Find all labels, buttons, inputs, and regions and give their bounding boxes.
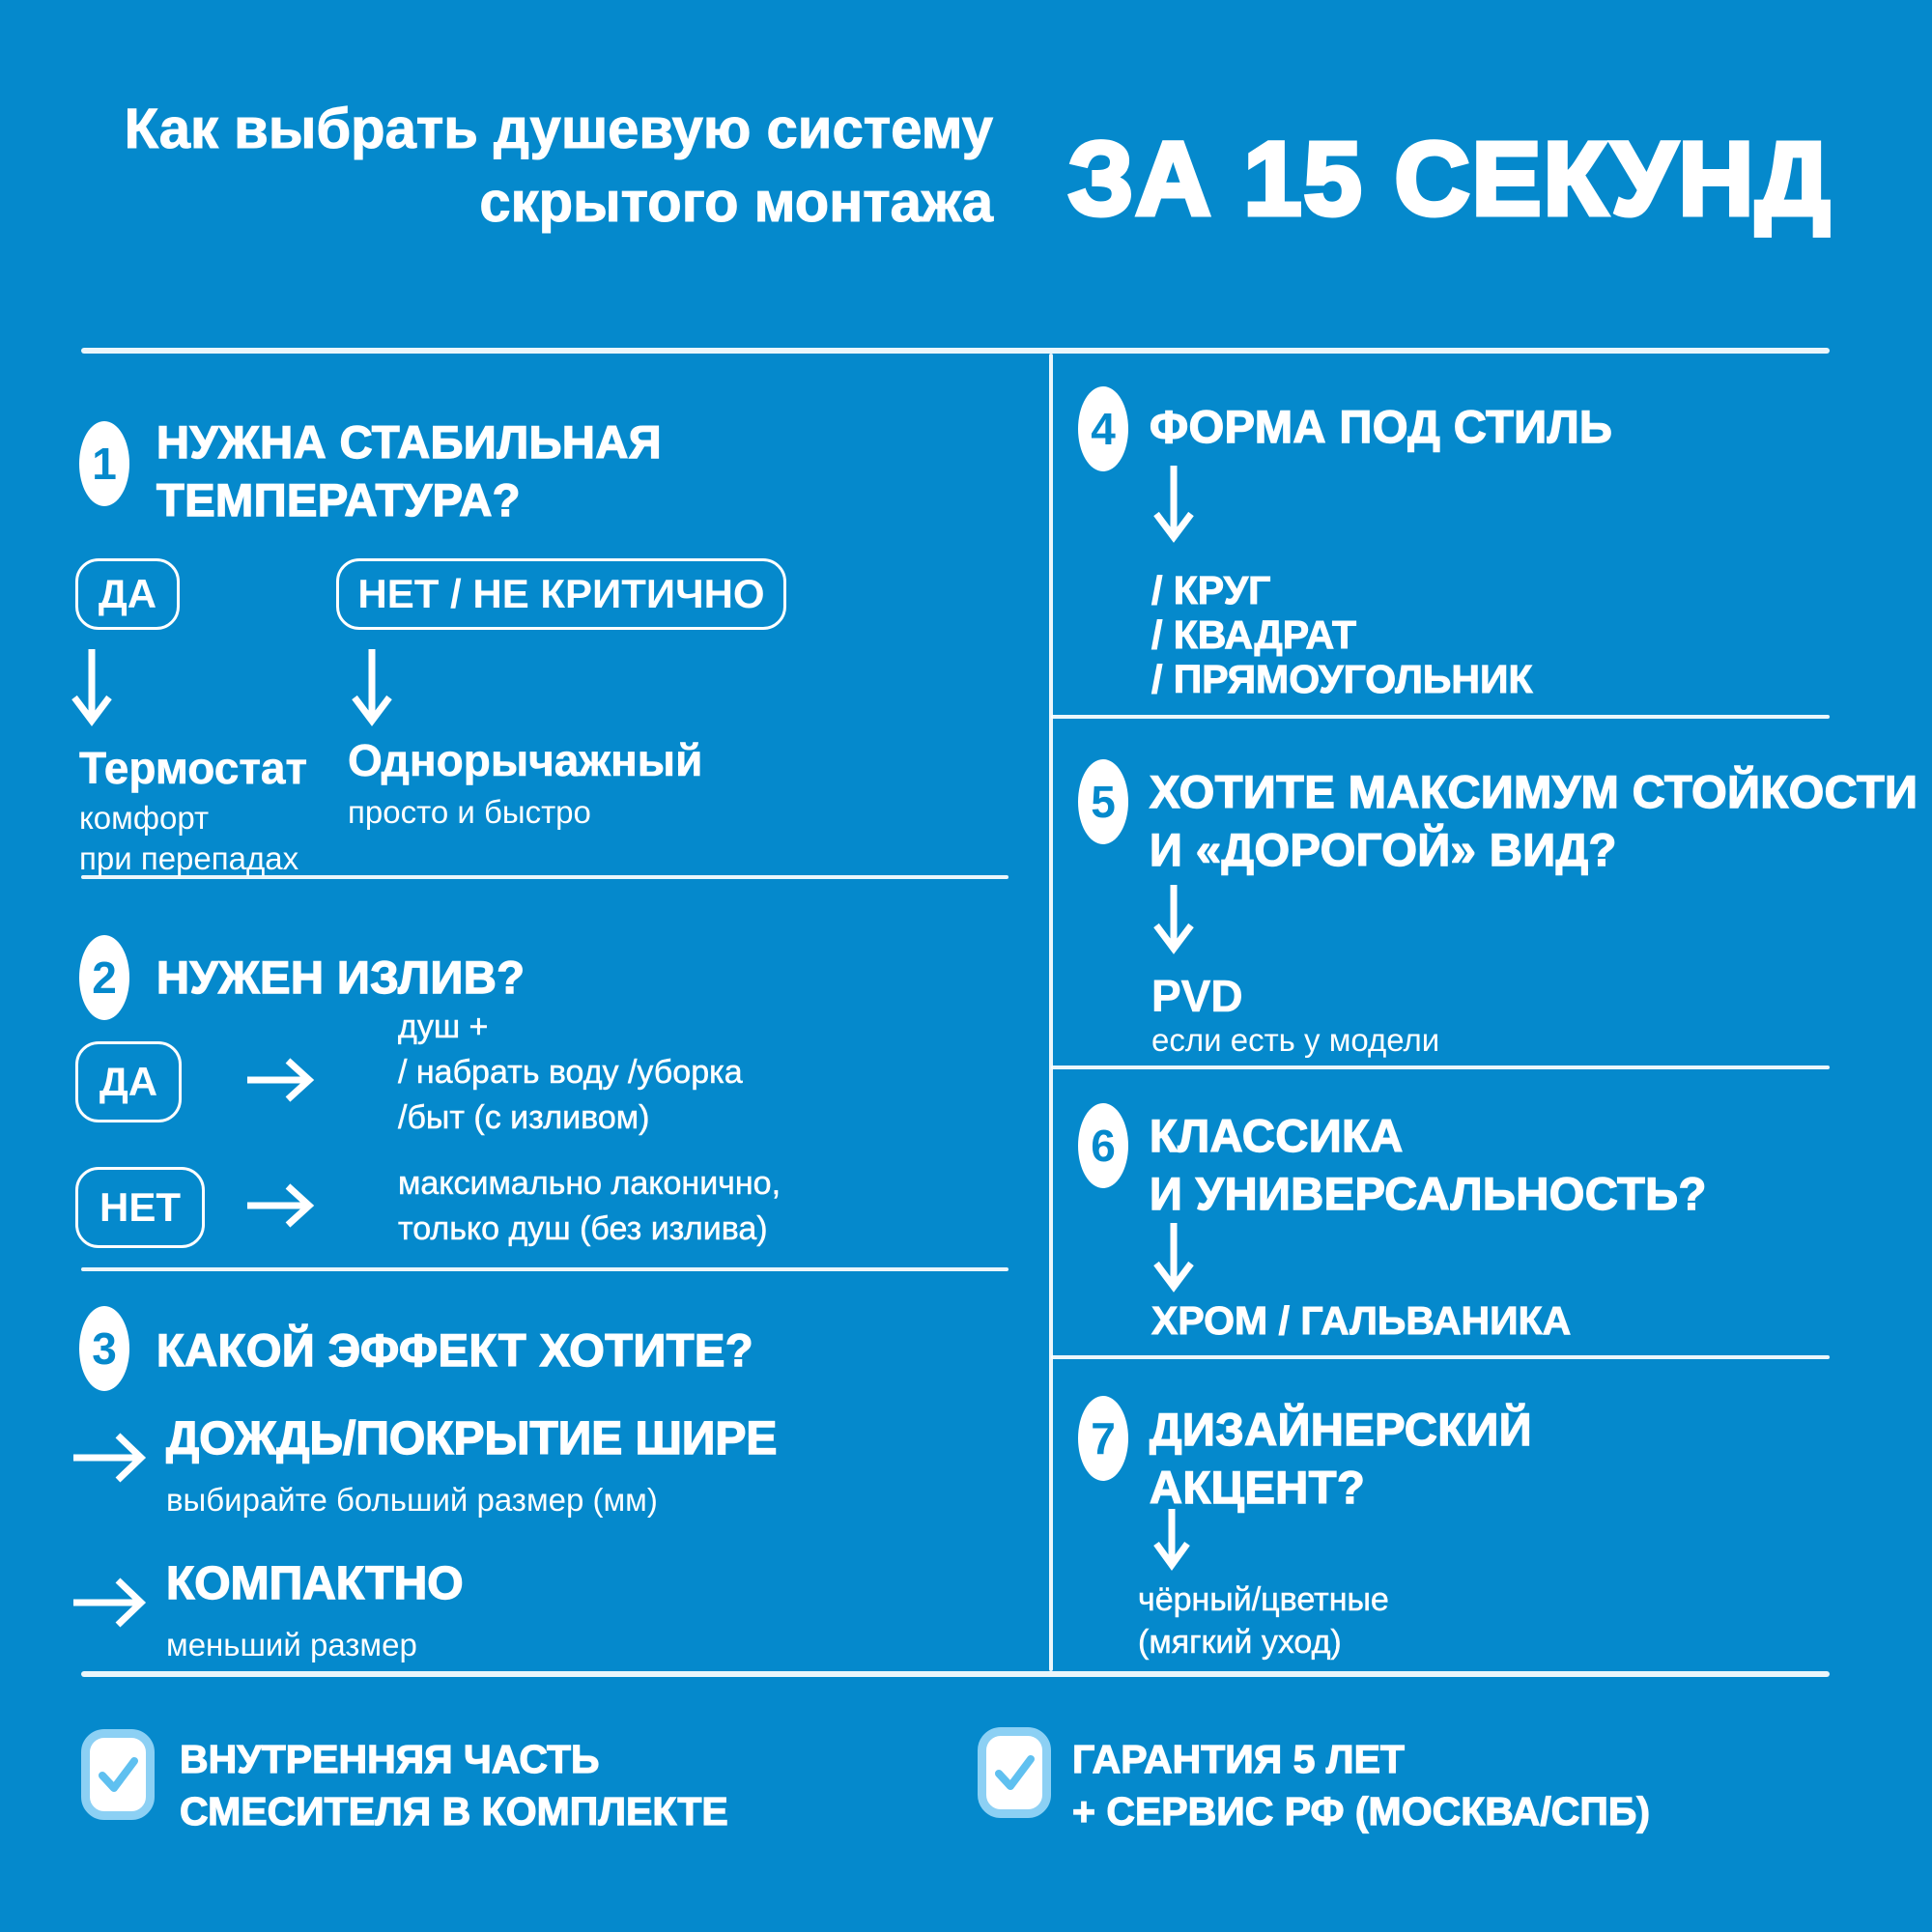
step-3-option1-title: ДОЖДЬ/ПОКРЫТИЕ ШИРЕ xyxy=(166,1413,778,1464)
checkmark-icon xyxy=(989,1747,1039,1798)
step-7-title-line2: АКЦЕНТ? xyxy=(1150,1462,1366,1513)
step-3-option1-note: выбирайте больший размер (мм) xyxy=(166,1482,658,1518)
step-4-option-2: / КВАДРАТ xyxy=(1151,612,1357,657)
step-1-number: 1 xyxy=(92,439,117,489)
step-1-title-line2: ТЕМПЕРАТУРА? xyxy=(156,474,521,526)
page-title xyxy=(87,93,993,240)
step-1-yes-result: Термостат xyxy=(79,743,308,793)
step-6-badge xyxy=(1078,1103,1128,1188)
step-4-options xyxy=(1151,568,1533,701)
step-5-note: если есть у модели xyxy=(1151,1022,1440,1058)
step-7-badge xyxy=(1078,1396,1128,1481)
right-divider-1 xyxy=(1051,715,1830,719)
step-7-title xyxy=(1150,1401,1532,1517)
step-1-yes-note xyxy=(79,798,298,879)
down-arrow-icon xyxy=(70,645,114,738)
step-2-no-text-line2: только душ (без излива) xyxy=(398,1210,768,1247)
step-1-title xyxy=(156,413,662,529)
step-2-no-label: НЕТ xyxy=(99,1184,181,1230)
down-arrow-icon xyxy=(1151,462,1196,554)
top-divider xyxy=(81,348,1830,354)
checkbox-checked-icon xyxy=(81,1729,155,1820)
step-2-yes-text-line2: / набрать воду /уборка xyxy=(398,1054,743,1091)
step-2-no-text xyxy=(398,1161,781,1252)
right-arrow-icon xyxy=(70,1573,162,1633)
step-7-number: 7 xyxy=(1091,1413,1116,1463)
step-5-title-line2: И «ДОРОГОЙ» ВИД? xyxy=(1150,824,1617,875)
step-6-title-line1: КЛАССИКА xyxy=(1150,1110,1404,1161)
step-5-badge xyxy=(1078,759,1128,844)
step-7-result xyxy=(1138,1578,1389,1663)
step-6-title xyxy=(1150,1107,1707,1223)
footer-benefit-1-line1: ВНУТРЕННЯЯ ЧАСТЬ xyxy=(180,1737,600,1781)
footer-benefit-1 xyxy=(180,1733,728,1837)
bottom-divider xyxy=(81,1671,1830,1677)
step-3-option2-note: меньший размер xyxy=(166,1627,417,1662)
page-title-line2: скрытого монтажа xyxy=(479,171,993,234)
step-1-yes-note-line2: при перепадах xyxy=(79,840,299,876)
step-6-title-line2: И УНИВЕРСАЛЬНОСТЬ? xyxy=(1150,1168,1707,1219)
step-2-no-pill xyxy=(75,1167,205,1248)
headline-highlight: ЗА 15 СЕКУНД xyxy=(1067,120,1833,237)
step-1-yes-note-line1: комфорт xyxy=(79,800,210,836)
step-1-title-line1: НУЖНА СТАБИЛЬНАЯ xyxy=(156,416,663,468)
right-arrow-icon xyxy=(243,1180,328,1231)
right-arrow-icon xyxy=(70,1428,162,1488)
step-1-no-label: НЕТ / НЕ КРИТИЧНО xyxy=(357,571,765,616)
step-7-title-line1: ДИЗАЙНЕРСКИЙ xyxy=(1150,1404,1533,1455)
right-divider-3 xyxy=(1051,1355,1830,1359)
step-3-option2-title: КОМПАКТНО xyxy=(166,1558,464,1609)
step-2-no-text-line1: максимально лаконично, xyxy=(398,1165,781,1202)
down-arrow-icon xyxy=(350,645,394,738)
step-7-result-line1: чёрный/цветные xyxy=(1138,1581,1389,1618)
step-6-number: 6 xyxy=(1091,1121,1116,1171)
step-3-badge xyxy=(79,1306,129,1391)
step-5-result: PVD xyxy=(1151,971,1243,1021)
step-2-yes-text xyxy=(398,1005,743,1141)
footer-benefit-2-line2: + СЕРВИС РФ (МОСКВА/СПБ) xyxy=(1072,1789,1651,1833)
step-2-yes-text-line1: душ + xyxy=(398,1009,489,1045)
step-4-badge xyxy=(1078,386,1128,471)
down-arrow-icon xyxy=(1151,881,1196,964)
step-1-yes-label: ДА xyxy=(98,571,157,616)
step-1-no-result: Однорычажный xyxy=(348,735,703,785)
column-divider xyxy=(1049,354,1053,1671)
step-2-yes-pill xyxy=(75,1041,182,1122)
checkmark-icon xyxy=(93,1749,143,1800)
step-5-title-line1: ХОТИТЕ МАКСИМУМ СТОЙКОСТИ xyxy=(1150,766,1918,817)
step-3-number: 3 xyxy=(92,1323,117,1374)
step-1-yes-pill xyxy=(75,558,180,630)
down-arrow-icon xyxy=(1151,1219,1196,1302)
step-4-option-1: / КРУГ xyxy=(1151,568,1271,612)
footer-benefit-2-line1: ГАРАНТИЯ 5 ЛЕТ xyxy=(1072,1737,1405,1781)
step-3-title: КАКОЙ ЭФФЕКТ ХОТИТЕ? xyxy=(156,1324,754,1376)
step-5-number: 5 xyxy=(1091,777,1116,827)
footer-benefit-2 xyxy=(1072,1733,1650,1837)
step-4-title: ФОРМА ПОД СТИЛЬ xyxy=(1150,401,1613,452)
step-4-number: 4 xyxy=(1091,404,1116,454)
step-1-no-note: просто и быстро xyxy=(348,794,591,830)
right-divider-2 xyxy=(1051,1065,1830,1069)
step-2-yes-label: ДА xyxy=(99,1059,158,1104)
step-4-option-3: / ПРЯМОУГОЛЬНИК xyxy=(1151,657,1533,701)
step-2-yes-text-line3: /быт (с изливом) xyxy=(398,1099,650,1136)
down-arrow-icon xyxy=(1151,1505,1192,1578)
step-1-no-pill xyxy=(336,558,786,630)
step-2-badge xyxy=(79,935,129,1020)
checkbox-checked-icon xyxy=(978,1727,1051,1818)
right-arrow-icon xyxy=(243,1055,328,1105)
left-divider-2 xyxy=(81,1267,1009,1271)
page-title-line1: Как выбрать душевую систему xyxy=(124,98,993,160)
step-7-result-line2: (мягкий уход) xyxy=(1138,1624,1342,1661)
step-1-badge xyxy=(79,421,129,506)
step-5-title xyxy=(1150,763,1918,879)
footer-benefit-1-line2: СМЕСИТЕЛЯ В КОМПЛЕКТЕ xyxy=(180,1789,728,1833)
step-2-title: НУЖЕН ИЗЛИВ? xyxy=(156,952,526,1003)
step-6-result: ХРОМ / ГАЛЬВАНИКА xyxy=(1151,1298,1572,1343)
step-2-number: 2 xyxy=(92,952,117,1003)
